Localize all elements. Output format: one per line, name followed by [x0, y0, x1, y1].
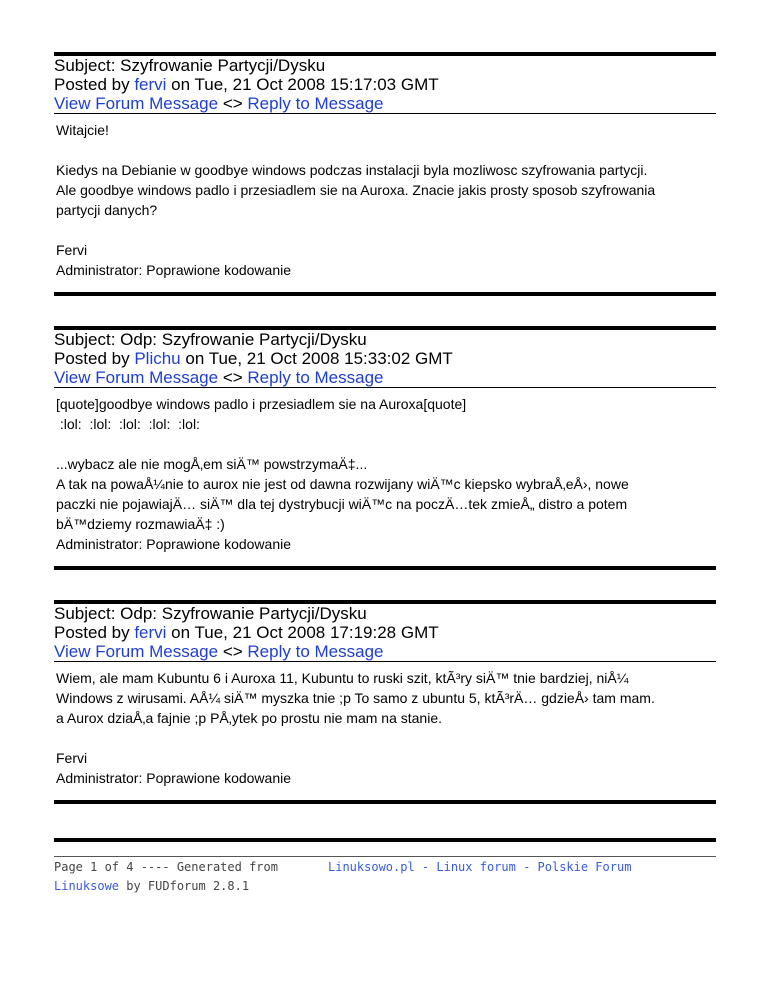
- post-1: [54, 52, 716, 296]
- posted-by-label: Posted by: [54, 623, 135, 642]
- post-body: [quote]goodbye windows padlo i przesiadlem sie na Auroxa[quote] :lol: :lol: :lol: :lol: :lol: ...wybacz ale nie mogÅ‚em siÄ™ powstrzymaÄ‡... A tak na powaÅ¼nie to aurox nie jest od dawna rozwijany wiÄ™c kiepsko wybraÅ‚eÅ›, nowe paczki nie pojawiajÄ… siÄ™ dla tej dystrybucji wiÄ™c na poczÄ…tek zmieÅ„ distro a potem bÄ™dziemy rozmawiaÄ‡ :) Administrator: Poprawione kodowanie: [56, 396, 629, 552]
- post-date: on Tue, 21 Oct 2008 15:17:03 GMT: [166, 75, 439, 94]
- post-meta-line: [54, 623, 716, 642]
- footer-page-info: Page 1 of 4 ---- Generated from: [54, 860, 278, 874]
- post-2: [54, 326, 716, 570]
- trailing-rule: [54, 838, 716, 842]
- reply-to-message-link[interactable]: Reply to Message: [247, 642, 384, 661]
- author-link[interactable]: fervi: [134, 623, 167, 642]
- post-header: [54, 56, 716, 113]
- reply-to-message-link[interactable]: Reply to Message: [247, 94, 384, 113]
- post-subject-line: [54, 604, 716, 623]
- post-header: [54, 604, 716, 661]
- subject-label: Subject:: [54, 330, 121, 349]
- subject-label: Subject:: [54, 604, 121, 623]
- footer-generator: by FUDforum 2.8.1: [119, 879, 250, 893]
- view-forum-message-link[interactable]: View Forum Message: [54, 642, 219, 661]
- post-subject: Odp: Szyfrowanie Partycji/Dysku: [120, 604, 367, 623]
- post-subject: Odp: Szyfrowanie Partycji/Dysku: [120, 330, 367, 349]
- posted-by-label: Posted by: [54, 349, 135, 368]
- post-header: [54, 330, 716, 387]
- action-separator: <>: [218, 94, 248, 113]
- post-date: on Tue, 21 Oct 2008 17:19:28 GMT: [166, 623, 439, 642]
- posted-by-label: Posted by: [54, 75, 135, 94]
- post-actions-line: [54, 94, 716, 113]
- subject-label: Subject:: [54, 56, 121, 75]
- forum-export-page: [54, 52, 716, 842]
- post-subject: Szyfrowanie Partycji/Dysku: [120, 56, 326, 75]
- reply-to-message-link[interactable]: Reply to Message: [247, 368, 384, 387]
- action-separator: <>: [218, 368, 248, 387]
- post-body: Wiem, ale mam Kubuntu 6 i Auroxa 11, Kubuntu to ruski szit, ktÃ³ry siÄ™ tnie bardziej, niÅ¼ Windows z wirusami. AÅ¼ siÄ™ myszka tnie ;p To samo z ubuntu 5, ktÃ³rÄ… gdzieÅ› tam mam. a Aurox dziaÅ‚a fajnie ;p PÅ‚ytek po prostu nie mam na stanie. Fervi Administrator: Poprawione kodowanie: [56, 670, 655, 786]
- post-subject-line: [54, 56, 716, 75]
- post-meta-line: [54, 75, 716, 94]
- post-body: Witajcie! Kiedys na Debianie w goodbye windows podczas instalacji byla mozliwosc szyfrowania partycji. Ale goodbye windows padlo i przesiadlem sie na Auroxa. Znacie jakis prosty sposob szyfrowania partycji danych? Fervi Administrator: Poprawione kodowanie: [56, 122, 656, 278]
- view-forum-message-link[interactable]: View Forum Message: [54, 368, 219, 387]
- author-link[interactable]: fervi: [134, 75, 167, 94]
- action-separator: <>: [218, 642, 248, 661]
- view-forum-message-link[interactable]: View Forum Message: [54, 94, 219, 113]
- post-subject-line: [54, 330, 716, 349]
- post-meta-line: [54, 349, 716, 368]
- footer-rule: [54, 856, 716, 857]
- post-actions-line: [54, 368, 716, 387]
- post-date: on Tue, 21 Oct 2008 15:33:02 GMT: [180, 349, 453, 368]
- post-3: [54, 600, 716, 804]
- footer-site-link[interactable]: Linuksowe: [54, 879, 120, 893]
- post-actions-line: [54, 642, 716, 661]
- footer-forum-link[interactable]: Linuksowo.pl - Linux forum - Polskie Forum: [328, 860, 632, 874]
- author-link[interactable]: Plichu: [134, 349, 181, 368]
- page-footer: [54, 856, 716, 893]
- footer-generated-info: [54, 858, 314, 896]
